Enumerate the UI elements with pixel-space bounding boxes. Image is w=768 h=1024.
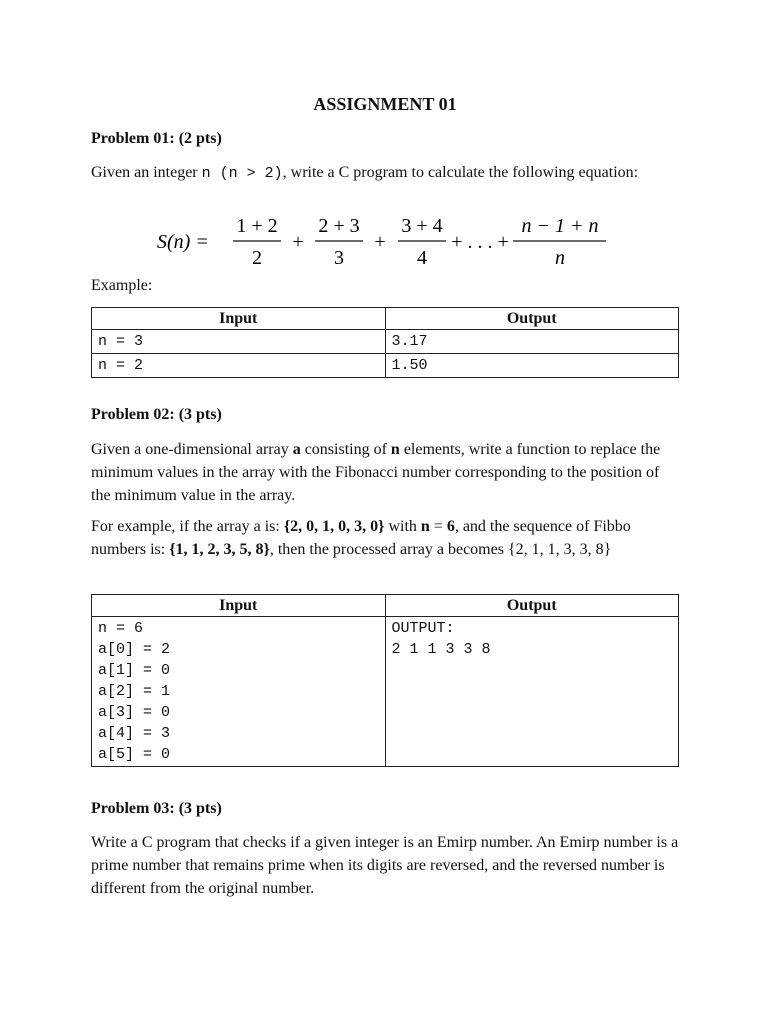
desc-text: elements, write a function to replace the minimum values in the array with the Fibonacci number corresponding to the position of the minimum value in the array. [91, 441, 661, 504]
table-row [92, 330, 679, 354]
term-n-numerator: n − 1 + n [521, 215, 599, 237]
term-3-numerator: 3 + 4 [401, 215, 443, 237]
example-text: , then the processed array a becomes {2, 1, 1, 3, 3, 8} [269, 541, 612, 558]
example-bold: {1, 1, 2, 3, 5, 8} [169, 541, 270, 558]
problem-2-example-table [91, 594, 679, 767]
table-header-row [92, 595, 679, 617]
term-3-denominator: 4 [417, 247, 427, 269]
problem-1-desc-post: , write a C program to calculate the following equation: [282, 164, 639, 181]
document-title: ASSIGNMENT 01 [313, 94, 457, 114]
table-cell-output: 3.17 [385, 330, 679, 354]
term-2-numerator: 2 + 3 [318, 215, 360, 237]
desc-bold: n [390, 441, 400, 458]
equation [91, 212, 679, 272]
example-bold: 6 [446, 518, 455, 535]
ellipsis-plus: + . . . + [451, 231, 509, 253]
problem-3-heading: Problem 03: (3 pts) [91, 800, 222, 817]
example-label: Example: [91, 277, 153, 294]
table-header-output: Output [385, 595, 679, 617]
term-2-denominator: 3 [334, 247, 344, 269]
problem-1-desc-pre: Given an integer [91, 164, 202, 181]
code-line: 2 1 1 3 3 8 [391, 641, 491, 658]
table-cell-output [385, 617, 679, 767]
term-n-denominator: n [555, 247, 565, 269]
equation-lhs: S(n) = [157, 231, 209, 253]
code-line: OUTPUT: [391, 620, 455, 637]
term-1-denominator: 2 [252, 247, 262, 269]
plus-sign-2: + [374, 231, 386, 253]
table-cell-output: 1.50 [385, 354, 679, 378]
table-header-row [92, 308, 679, 330]
problem-2-heading: Problem 02: (3 pts) [91, 406, 222, 423]
table-cell-input [92, 617, 386, 767]
code-line: a[5] = 0 [98, 746, 171, 763]
example-bold: n [420, 518, 430, 535]
desc-text: Given a one-dimensional array [91, 441, 293, 458]
code-line: a[2] = 1 [98, 683, 171, 700]
table-header-input: Input [92, 308, 386, 330]
code-line: a[4] = 3 [98, 725, 171, 742]
problem-1-description [91, 161, 679, 185]
code-line: n = 6 [98, 620, 144, 637]
example-text: For example, if the array a is: [91, 518, 284, 535]
problem-1-desc-code: n (n > 2) [201, 165, 283, 182]
code-line: a[3] = 0 [98, 704, 171, 721]
plus-sign-1: + [292, 231, 304, 253]
code-line: a[0] = 2 [98, 641, 171, 658]
example-bold: {2, 0, 1, 0, 3, 0} [283, 518, 385, 535]
term-1-numerator: 1 + 2 [236, 215, 278, 237]
problem-2-example [91, 515, 679, 561]
table-row [92, 617, 679, 767]
problem-1-example-table [91, 307, 679, 378]
table-row [92, 354, 679, 378]
example-text: , and the sequence of Fibbo numbers is: [91, 518, 631, 558]
example-text: with [384, 518, 421, 535]
table-cell-input: n = 2 [92, 354, 386, 378]
table-cell-input: n = 3 [92, 330, 386, 354]
problem-3-description: Write a C program that checks if a given integer is an Emirp number. An Emirp number is a prime number that remains prime when its digits are reversed, and the reversed number is different from the original number. [91, 834, 679, 897]
example-text: = [429, 518, 447, 535]
desc-text: consisting of [300, 441, 391, 458]
problem-1-heading: Problem 01: (2 pts) [91, 130, 222, 147]
table-header-input: Input [92, 595, 386, 617]
desc-bold: a [292, 441, 301, 458]
code-line: a[1] = 0 [98, 662, 171, 679]
problem-2-description [91, 438, 679, 507]
table-header-output: Output [385, 308, 679, 330]
equation-svg [91, 212, 679, 274]
